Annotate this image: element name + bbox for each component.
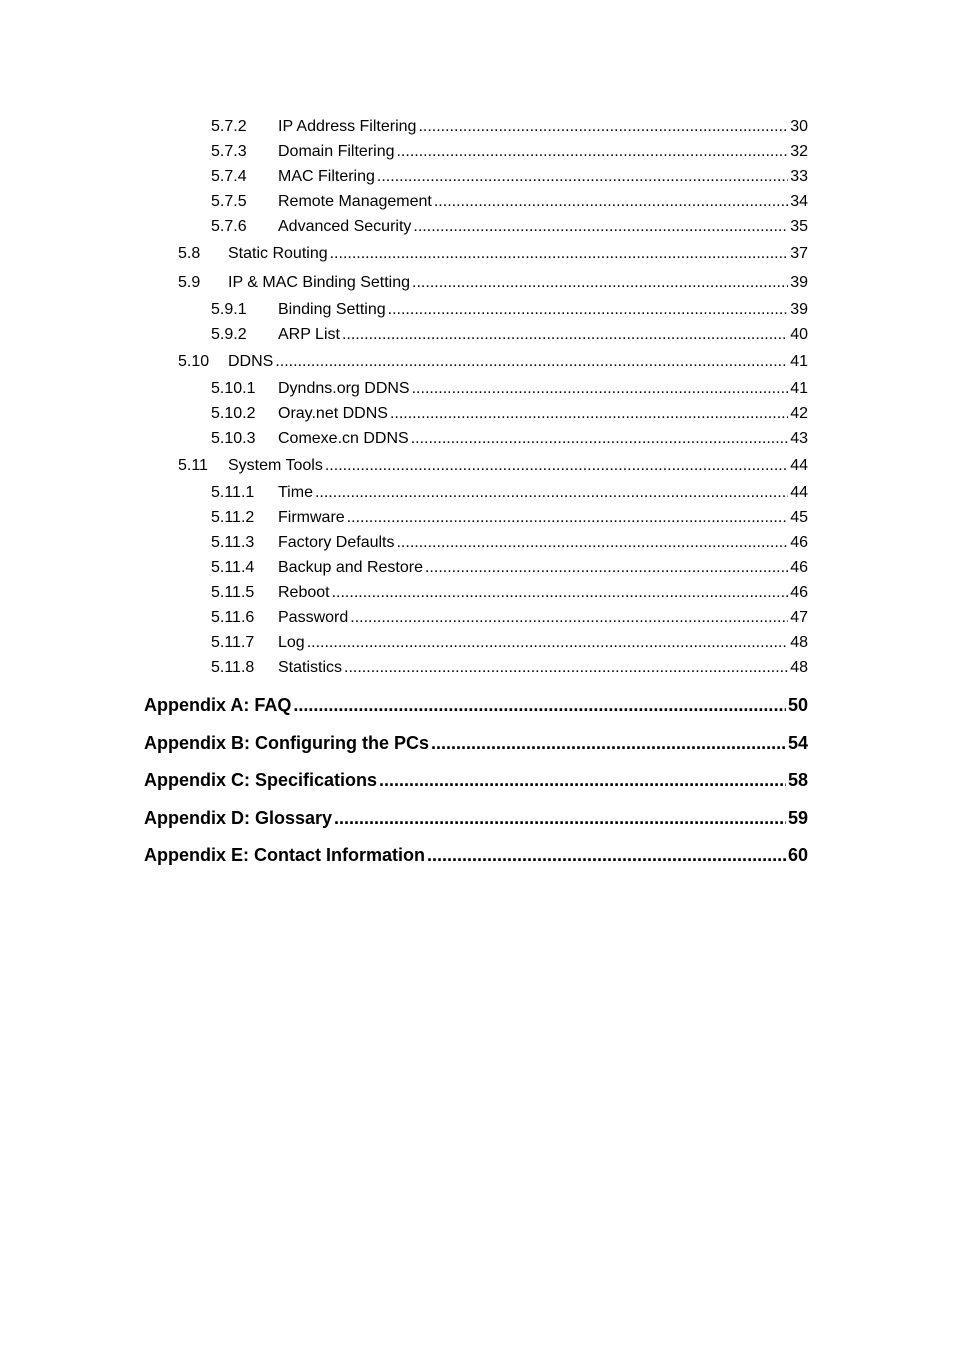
toc-dot-leader [412, 273, 788, 293]
toc-dot-leader [434, 192, 788, 212]
toc-entry[interactable] [0, 844, 808, 866]
toc-entry[interactable] [0, 404, 808, 424]
toc-dot-leader [344, 658, 788, 678]
toc-entry[interactable] [0, 508, 808, 528]
toc-entry-title: Appendix E: Contact Information [144, 845, 425, 865]
toc-entry[interactable] [0, 325, 808, 345]
toc-entry-page-number: 39 [790, 301, 808, 318]
toc-dot-leader [330, 244, 789, 264]
toc-entry-number: 5.7.4 [211, 168, 247, 185]
toc-entry-number: 5.10.2 [211, 405, 256, 422]
toc-dot-leader [390, 404, 788, 424]
toc-entry-page-number: 43 [790, 430, 808, 447]
toc-entry-title: Binding Setting [278, 301, 386, 318]
toc-entry-title: System Tools [228, 457, 323, 474]
toc-entry-title: MAC Filtering [278, 168, 375, 185]
toc-entry-number: 5.9 [178, 274, 201, 291]
toc-entry-title: Appendix D: Glossary [144, 808, 333, 828]
toc-entry[interactable] [0, 352, 808, 372]
toc-entry-number: 5.11.4 [211, 559, 255, 576]
toc-entry-number: 5.11.3 [211, 534, 255, 551]
toc-entry-title: Comexe.cn DDNS [278, 430, 409, 447]
toc-entry-title: ARP List [278, 326, 340, 343]
toc-entry[interactable] [0, 117, 808, 137]
toc-entry-page-number: 33 [790, 168, 808, 185]
toc-entry-page-number: 58 [787, 770, 808, 790]
toc-entry-title: Domain Filtering [278, 143, 395, 160]
toc-entry-page-number: 44 [790, 457, 808, 474]
toc-entry-title: Reboot [278, 584, 330, 601]
toc-entry[interactable] [0, 142, 808, 162]
toc-entry-title: Factory Defaults [278, 534, 395, 551]
toc-dot-leader [418, 117, 788, 137]
toc-entry[interactable] [0, 167, 808, 187]
toc-entry-number: 5.11.8 [211, 659, 255, 676]
toc-entry[interactable] [0, 456, 808, 476]
toc-entry-number: 5.7.2 [211, 118, 247, 135]
toc-entry[interactable] [0, 273, 808, 293]
toc-entry-title: Appendix B: Configuring the PCs [144, 733, 429, 753]
toc-entry-number: 5.9.1 [211, 301, 247, 318]
toc-entry-page-number: 30 [790, 118, 808, 135]
toc-dot-leader [425, 558, 788, 578]
toc-dot-leader [413, 217, 788, 237]
toc-entry-page-number: 47 [790, 609, 808, 626]
toc-entry-title: Firmware [278, 509, 345, 526]
toc-entry[interactable] [0, 379, 808, 399]
toc-entry-page-number: 48 [790, 659, 808, 676]
toc-entry-page-number: 46 [790, 534, 808, 551]
toc-entry-title: Static Routing [228, 245, 328, 262]
toc-entry-number: 5.8 [178, 245, 201, 262]
toc-entry-number: 5.9.2 [211, 326, 247, 343]
toc-entry[interactable] [0, 633, 808, 653]
toc-dot-leader [411, 429, 789, 449]
toc-entry-title: Log [278, 634, 305, 651]
toc-entry-page-number: 42 [790, 405, 808, 422]
toc-entry-page-number: 50 [787, 695, 808, 715]
toc-dot-leader [427, 844, 786, 866]
toc-entry[interactable] [0, 217, 808, 237]
toc-entry-page-number: 40 [790, 326, 808, 343]
toc-entry-page-number: 34 [790, 193, 808, 210]
toc-entry-number: 5.11.1 [211, 484, 255, 501]
toc-entry-title: Remote Management [278, 193, 432, 210]
toc-dot-leader [379, 769, 786, 791]
toc-entry-number: 5.11.7 [211, 634, 255, 651]
toc-entry[interactable] [0, 429, 808, 449]
toc-dot-leader [307, 633, 789, 653]
toc-entry-title: Dyndns.org DDNS [278, 380, 410, 397]
toc-dot-leader [396, 142, 788, 162]
toc-entry-title: Advanced Security [278, 218, 412, 235]
toc-entry-page-number: 39 [790, 274, 808, 291]
toc-entry[interactable] [0, 192, 808, 212]
toc-entry[interactable] [0, 300, 808, 320]
toc-dot-leader [412, 379, 789, 399]
toc-entry-number: 5.11.5 [211, 584, 255, 601]
toc-dot-leader [431, 732, 786, 754]
toc-entry-title: Oray.net DDNS [278, 405, 388, 422]
toc-entry-page-number: 59 [787, 808, 808, 828]
toc-dot-leader [350, 608, 788, 628]
toc-entry[interactable] [0, 583, 808, 603]
toc-entry-number: 5.11 [178, 457, 208, 474]
toc-dot-leader [396, 533, 788, 553]
toc-dot-leader [315, 483, 788, 503]
toc-entry[interactable] [0, 694, 808, 716]
toc-entry-page-number: 54 [787, 733, 808, 753]
toc-entry[interactable] [0, 608, 808, 628]
toc-entry[interactable] [0, 732, 808, 754]
toc-entry-number: 5.10.3 [211, 430, 256, 447]
toc-entry-title: Backup and Restore [278, 559, 423, 576]
toc-entry-number: 5.7.5 [211, 193, 247, 210]
toc-entry[interactable] [0, 558, 808, 578]
toc-entry-page-number: 41 [790, 380, 808, 397]
toc-entry-page-number: 45 [790, 509, 808, 526]
toc-entry-page-number: 41 [790, 353, 808, 370]
toc-entry-number: 5.11.2 [211, 509, 255, 526]
toc-entry[interactable] [0, 483, 808, 503]
toc-entry[interactable] [0, 807, 808, 829]
toc-entry-page-number: 46 [790, 584, 808, 601]
toc-entry-page-number: 44 [790, 484, 808, 501]
toc-dot-leader [334, 807, 786, 829]
toc-dot-leader [388, 300, 789, 320]
toc-dot-leader [332, 583, 789, 603]
toc-dot-leader [275, 352, 788, 372]
toc-entry[interactable] [0, 658, 808, 678]
toc-entry-page-number: 37 [790, 245, 808, 262]
toc-entry[interactable] [0, 533, 808, 553]
toc-dot-leader [347, 508, 789, 528]
toc-dot-leader [293, 694, 786, 716]
toc-entry-title: Appendix C: Specifications [144, 770, 378, 790]
toc-entry[interactable] [0, 244, 808, 264]
toc-dot-leader [377, 167, 788, 187]
toc-dot-leader [342, 325, 788, 345]
toc-entry-title: Time [278, 484, 313, 501]
toc-entry-number: 5.11.6 [211, 609, 255, 626]
toc-entry-number: 5.7.3 [211, 143, 247, 160]
toc-dot-leader [325, 456, 788, 476]
toc-entry-title: Statistics [278, 659, 343, 676]
toc-entry-number: 5.7.6 [211, 218, 247, 235]
toc-entry-number: 5.10 [178, 353, 210, 370]
toc-entry[interactable] [0, 769, 808, 791]
toc-entry-page-number: 48 [790, 634, 808, 651]
toc-entry-title: DDNS [228, 353, 274, 370]
toc-entry-title: IP Address Filtering [278, 118, 417, 135]
toc-entry-title: Appendix A: FAQ [144, 695, 292, 715]
toc-entry-page-number: 32 [790, 143, 808, 160]
toc-entry-page-number: 60 [787, 845, 808, 865]
toc-entry-title: Password [278, 609, 349, 626]
toc-entry-title: IP & MAC Binding Setting [228, 274, 411, 291]
toc-entry-number: 5.10.1 [211, 380, 256, 397]
toc-entry-page-number: 46 [790, 559, 808, 576]
toc-entry-page-number: 35 [790, 218, 808, 235]
